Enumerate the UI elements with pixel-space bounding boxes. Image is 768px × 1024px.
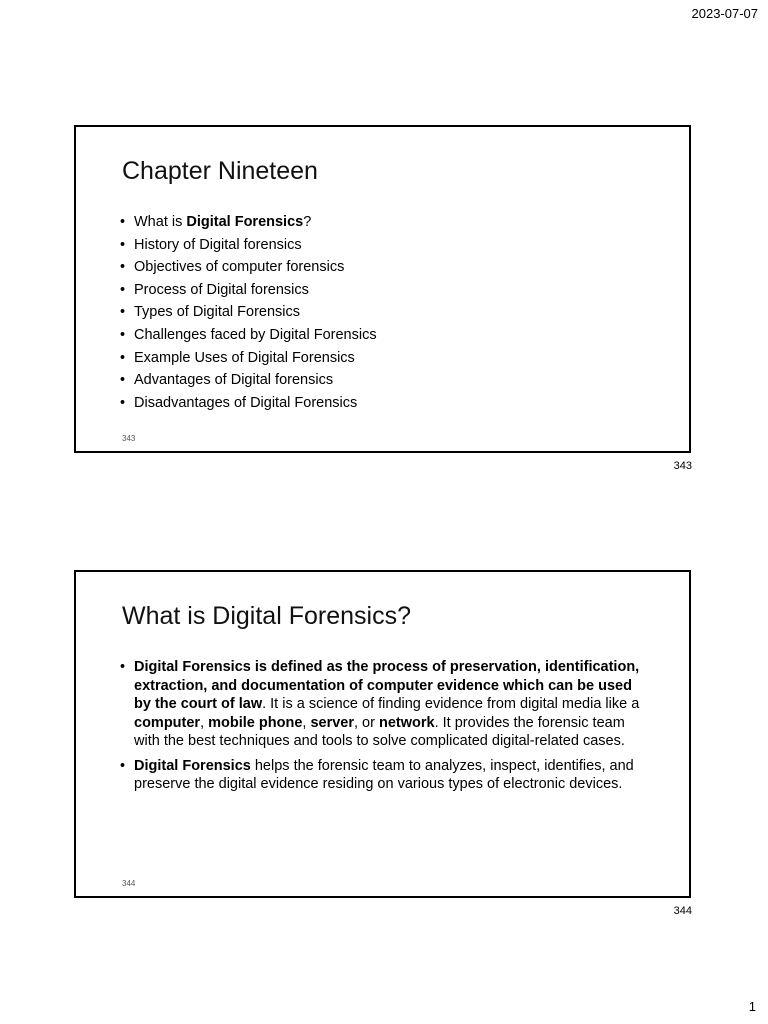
list-item: • Digital Forensics is defined as the process of preservation, identification, extraction, and documentation of computer evidence which can be used by the court of law. It is a science of finding evidence from digital media like a computer, mobile phone, server, or network. It provides the forensic team with the best techniques and tools to solve complicated digital-related cases.	[120, 658, 649, 751]
slide-title: What is Digital Forensics?	[122, 602, 411, 630]
definition-list	[120, 658, 649, 800]
page-number: 1	[748, 999, 756, 1014]
list-item: • Challenges faced by Digital Forensics	[120, 324, 649, 347]
slide-corner-number: 343	[122, 434, 136, 443]
slide-number-label: 343	[673, 460, 692, 472]
list-item: • What is Digital Forensics?	[120, 211, 649, 234]
list-item: • Advantages of Digital forensics	[120, 369, 649, 392]
slide-title: Chapter Nineteen	[122, 157, 318, 185]
slide-number-label: 344	[673, 905, 692, 917]
slide-corner-number: 344	[122, 879, 136, 888]
slide-what-is-digital-forensics	[74, 570, 691, 898]
list-item: • History of Digital forensics	[120, 234, 649, 257]
list-item: • Digital Forensics helps the forensic team to analyzes, inspect, identifies, and preserve the digital evidence residing on various types of electronic devices.	[120, 757, 649, 794]
list-item: • Example Uses of Digital Forensics	[120, 347, 649, 370]
page-date: 2023-07-07	[691, 6, 758, 21]
topic-list	[120, 211, 649, 414]
list-item: • Objectives of computer forensics	[120, 256, 649, 279]
list-item: • Types of Digital Forensics	[120, 301, 649, 324]
slide-chapter-nineteen	[74, 125, 691, 453]
list-item: • Disadvantages of Digital Forensics	[120, 392, 649, 415]
list-item: • Process of Digital forensics	[120, 279, 649, 302]
